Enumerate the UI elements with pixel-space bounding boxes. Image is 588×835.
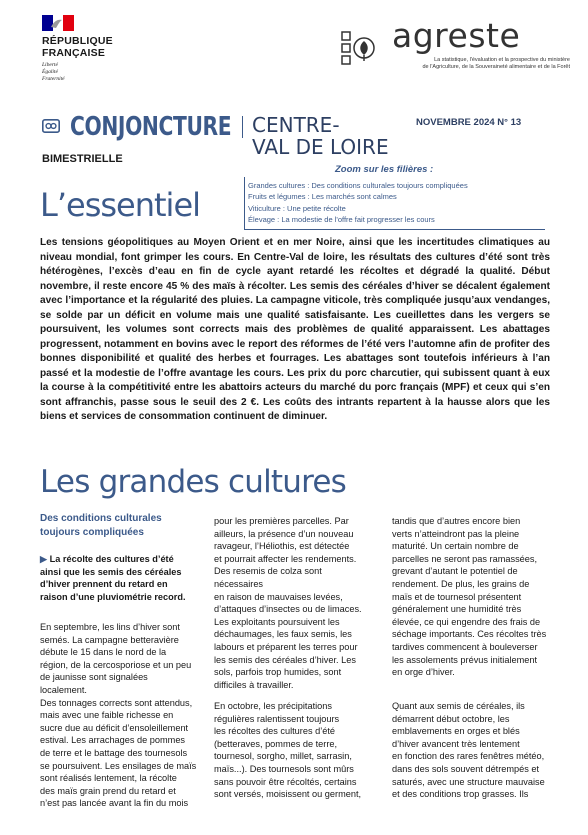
text-line: région, de la cercosporiose et un peu: [40, 659, 192, 670]
motto-fraternite: Fraternité: [42, 76, 65, 82]
text-line: sucre due au déficit d’ensoleillement: [40, 722, 189, 733]
column-1: [40, 621, 197, 810]
agreste-wordmark: agreste: [392, 16, 521, 55]
text-line: les récoltes des cultures d’été: [214, 726, 336, 737]
text-line: verts n’atteindront pas la pleine: [392, 528, 520, 539]
zoom-link-viticulture[interactable]: Viticulture : Une petite récolte: [248, 204, 346, 213]
region-line-2: VAL DE LOIRE: [252, 135, 389, 159]
text-line: tandis que d’autres encore bien: [392, 516, 521, 526]
text-line: en fonction des rares fenêtres météo,: [392, 751, 545, 762]
text-line: tournesol, sorgho, millet, sarrasin,: [214, 751, 352, 762]
text-line: d’hiver avancent très lentement: [392, 738, 520, 749]
text-line: semés. La campagne betteravière: [40, 634, 179, 645]
text-line: élevée, ce qui engendre des frais de: [392, 616, 541, 627]
triangle-bullet-icon: ▶: [40, 554, 48, 564]
text-line: difficiles à travailler.: [214, 679, 294, 690]
grandes-cultures-subtitle: [40, 512, 190, 540]
agreste-subtitle-line-1: La statistique, l'évaluation et la prospective du ministère: [434, 57, 570, 63]
motto-liberte: Liberté: [42, 62, 58, 68]
text-line: estival. Les arrachages de pommes: [40, 735, 186, 746]
subtitle-line-1: Des conditions culturales: [40, 513, 162, 524]
text-line: sols, parfois trop humides, sont: [214, 667, 342, 678]
text-line: pour les premières parcelles. Par: [214, 516, 349, 526]
column-2-top: [214, 515, 371, 691]
text-line: en raison de mauvaises levées,: [214, 591, 343, 602]
text-line: sans pouvoir être récoltés, certains: [214, 776, 357, 787]
text-line: Des tonnages corrects sont attendus,: [40, 697, 193, 708]
text-line: de jaunisse sont signalées localement.: [40, 672, 148, 695]
grandes-cultures-heading: Les grandes cultures: [40, 464, 347, 500]
text-line: des maïs grain prend du retard et: [40, 785, 176, 796]
text-line: les assolements prévus initialement: [392, 654, 538, 665]
text-line: n’est pas lancée avant la fin du mois: [40, 798, 189, 809]
issue-date: NOVEMBRE 2024 N° 13: [416, 117, 522, 128]
lead-paragraph: [40, 553, 196, 603]
text-line: sont versés, moisissent ou germent,: [214, 789, 362, 800]
agreste-subtitle-line-2: de l'Agriculture, de la Souveraineté alimentaire et de la Forêt: [422, 64, 570, 70]
conjoncture-icon: [42, 119, 60, 133]
zoom-link-grandes-cultures[interactable]: Grandes cultures : Des conditions culturales toujours compliquées: [248, 181, 468, 190]
text-line: Quant aux semis de céréales, ils: [392, 701, 525, 711]
text-line: Des resemis de colza sont nécessaires: [214, 566, 322, 589]
conjoncture-title: CONJONCTURE: [70, 112, 232, 142]
text-line: ailleurs, la présence d’un nouveau: [214, 528, 354, 539]
text-line: tardives commencent à bouleverser: [392, 641, 538, 652]
text-line: les semis des céréales d’hiver. Les: [214, 654, 356, 665]
essentiel-paragraph: Les tensions géopolitiques au Moyen Orient et en mer Noire, ainsi que les incertitudes climatiques au niveau mondial, font grimper les cours. En Centre-Val de loire, les résultats des cultures d’été sont très hétérogènes, l’excès d’eau en fin de cycle ayant retardé les récoltes et dégradé la qualité. Début novembre, il reste encore 45 % des maïs à récolter. Les semis des céréales d’hiver se décalent également avec l’importance et la régularité des pluies. La campagne viticole, très compliquée jusqu’aux vendanges, se solde par un déficit en volume mais une qualité satisfaisante. Les cueillettes dans les vergers se poursuivent, les volumes sont corrects mais des problèmes de qualité apparaissent. Les abattages progressent, notamment en bovins avec le report des réformes de l’été vers l’automne afin de profiter des bonnes disponibilité et qualité des herbes et fourrages. Les abattages sont toutefois inférieurs à l’an passé et la modestie de l’offre avantage les cours. Les prix du porc charcutier, qui subissent quant à eux la course à la compétitivité entre les abattoirs acteurs du marché du porc français (MPF) et ceux qui s’en sont affranchis, passe sous le seuil des 2 €. Les coûts des intrants repartent à la hausse alors que les biens et services de consommation continuent de diminuer.: [40, 237, 550, 422]
text-line: généralement une humidité très: [392, 604, 522, 615]
text-line: labours et préparent les terres pour: [214, 641, 358, 652]
text-line: en orge d’hiver.: [392, 667, 455, 678]
text-line: et des conditions trop grasses. Ils: [392, 789, 529, 800]
motto-egalite: Égalité: [42, 69, 58, 75]
text-line: mais avec une faible richesse en: [40, 710, 174, 721]
zoom-link-fruits-legumes[interactable]: Fruits et légumes : Les marchés sont calmes: [248, 192, 397, 201]
text-line: En octobre, les précipitations: [214, 701, 332, 711]
region-line-1: CENTRE-: [252, 113, 340, 137]
agreste-leaf-logo: [341, 31, 375, 71]
text-line: emblavements en orges et blés: [392, 726, 520, 737]
text-line: de terre et le battage des tournesols: [40, 747, 188, 758]
text-line: saturés, avec une structure mauvaise: [392, 776, 545, 787]
text-line: Les exploitants poursuivent les: [214, 616, 340, 627]
column-3-bottom: [392, 700, 549, 801]
essentiel-heading: L’essentiel: [40, 186, 201, 224]
text-line: dans des sols souvent détrempés et: [392, 763, 540, 774]
text-line: maïs et de tournesol présentent: [392, 591, 522, 602]
marianne-flag-logo: [42, 15, 74, 31]
text-line: et pourrait affecter les rendements.: [214, 553, 357, 564]
zoom-link-elevage[interactable]: Élevage : La modestie de l'offre fait progresser les cours: [248, 215, 435, 224]
text-line: sont réalisés lentement, la récolte: [40, 773, 177, 784]
text-line: régulières ralentissent toujours: [214, 713, 340, 724]
republique-line-1: RÉPUBLIQUE: [42, 35, 113, 47]
region-title: [252, 114, 389, 158]
text-line: démarrent début octobre, les: [392, 713, 510, 724]
text-line: maïs...). Des tournesols sont mûrs: [214, 763, 354, 774]
title-separator: [242, 116, 243, 138]
zoom-title: Zoom sur les filières :: [335, 164, 434, 175]
text-line: parcelles ne seront pas ramassées,: [392, 553, 538, 564]
text-line: En septembre, les lins d’hiver sont: [40, 622, 180, 632]
text-line: rendement. De plus, les grains de: [392, 578, 530, 589]
text-line: grevant d’autant le potentiel de: [392, 566, 518, 577]
text-line: ravageur, l’Héliothis, est détectée: [214, 541, 350, 552]
text-line: maturité. Un certain nombre de: [392, 541, 519, 552]
text-line: (betteraves, pommes de terre,: [214, 738, 338, 749]
text-line: séchage importants. Ces récoltes très: [392, 629, 547, 640]
bimestrielle-label: BIMESTRIELLE: [42, 153, 123, 165]
text-line: d’attaques d’insectes ou de limaces.: [214, 604, 362, 615]
text-line: débute le 15 dans le nord de la: [40, 647, 167, 658]
column-3-top: [392, 515, 549, 679]
lead-text: La récolte des cultures d’été ainsi que les semis des céréales d’hiver prennent du retard en raison d’une pluviométrie record.: [40, 554, 186, 602]
text-line: déchaumages, les faux semis, les: [214, 629, 352, 640]
agreste-subtitle: [392, 57, 570, 71]
subtitle-line-2: toujours compliquées: [40, 527, 144, 538]
text-line: se poursuivent. Les ensilages de maïs: [40, 760, 197, 771]
column-2-bottom: [214, 700, 371, 801]
republique-line-2: FRANÇAISE: [42, 47, 106, 59]
